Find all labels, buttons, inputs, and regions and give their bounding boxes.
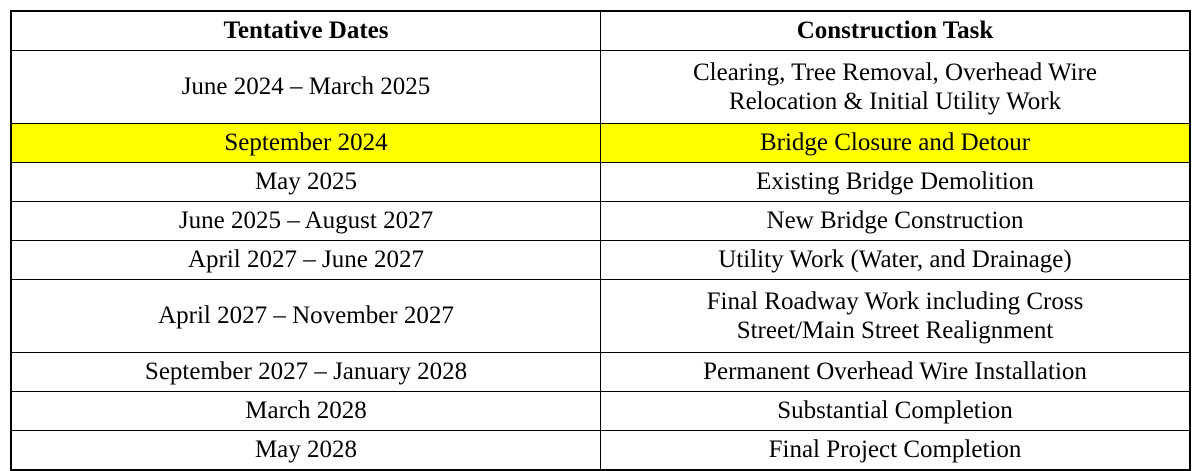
table-row: [11, 51, 1190, 124]
column-header-construction-task: Construction Task: [601, 11, 1191, 51]
cell-construction-task: [601, 280, 1191, 353]
cell-construction-task: Substantial Completion: [601, 392, 1191, 431]
table-header-row: [11, 11, 1190, 51]
cell-tentative-dates: April 2027 – November 2027: [11, 280, 601, 353]
cell-tentative-dates: April 2027 – June 2027: [11, 241, 601, 280]
cell-task-line-2: Street/Main Street Realignment: [736, 317, 1054, 344]
cell-construction-task: Bridge Closure and Detour: [601, 124, 1191, 163]
cell-construction-task: Permanent Overhead Wire Installation: [601, 353, 1191, 392]
cell-construction-task: Existing Bridge Demolition: [601, 163, 1191, 202]
column-header-tentative-dates: Tentative Dates: [11, 11, 601, 51]
cell-construction-task: Utility Work (Water, and Drainage): [601, 241, 1191, 280]
table-row: [11, 202, 1190, 241]
cell-construction-task: Final Project Completion: [601, 431, 1191, 471]
table-row: [11, 431, 1190, 471]
cell-task-line-1: Clearing, Tree Removal, Overhead Wire: [693, 58, 1097, 86]
cell-construction-task: New Bridge Construction: [601, 202, 1191, 241]
cell-tentative-dates: June 2024 – March 2025: [11, 51, 601, 124]
cell-tentative-dates: March 2028: [11, 392, 601, 431]
table-header: [11, 11, 1190, 51]
cell-tentative-dates: September 2027 – January 2028: [11, 353, 601, 392]
table-row: [11, 241, 1190, 280]
table-row-highlighted: [11, 124, 1190, 163]
table-row: [11, 280, 1190, 353]
cell-construction-task: [601, 51, 1191, 124]
table-row: [11, 353, 1190, 392]
construction-schedule-table: [10, 10, 1191, 471]
cell-tentative-dates: May 2028: [11, 431, 601, 471]
table-row: [11, 392, 1190, 431]
cell-tentative-dates: May 2025: [11, 163, 601, 202]
table-row: [11, 163, 1190, 202]
table-body: [11, 51, 1190, 471]
cell-tentative-dates: June 2025 – August 2027: [11, 202, 601, 241]
cell-tentative-dates: September 2024: [11, 124, 601, 163]
cell-task-line-1: Final Roadway Work including Cross: [706, 287, 1084, 315]
cell-task-line-2: Relocation & Initial Utility Work: [728, 88, 1062, 115]
